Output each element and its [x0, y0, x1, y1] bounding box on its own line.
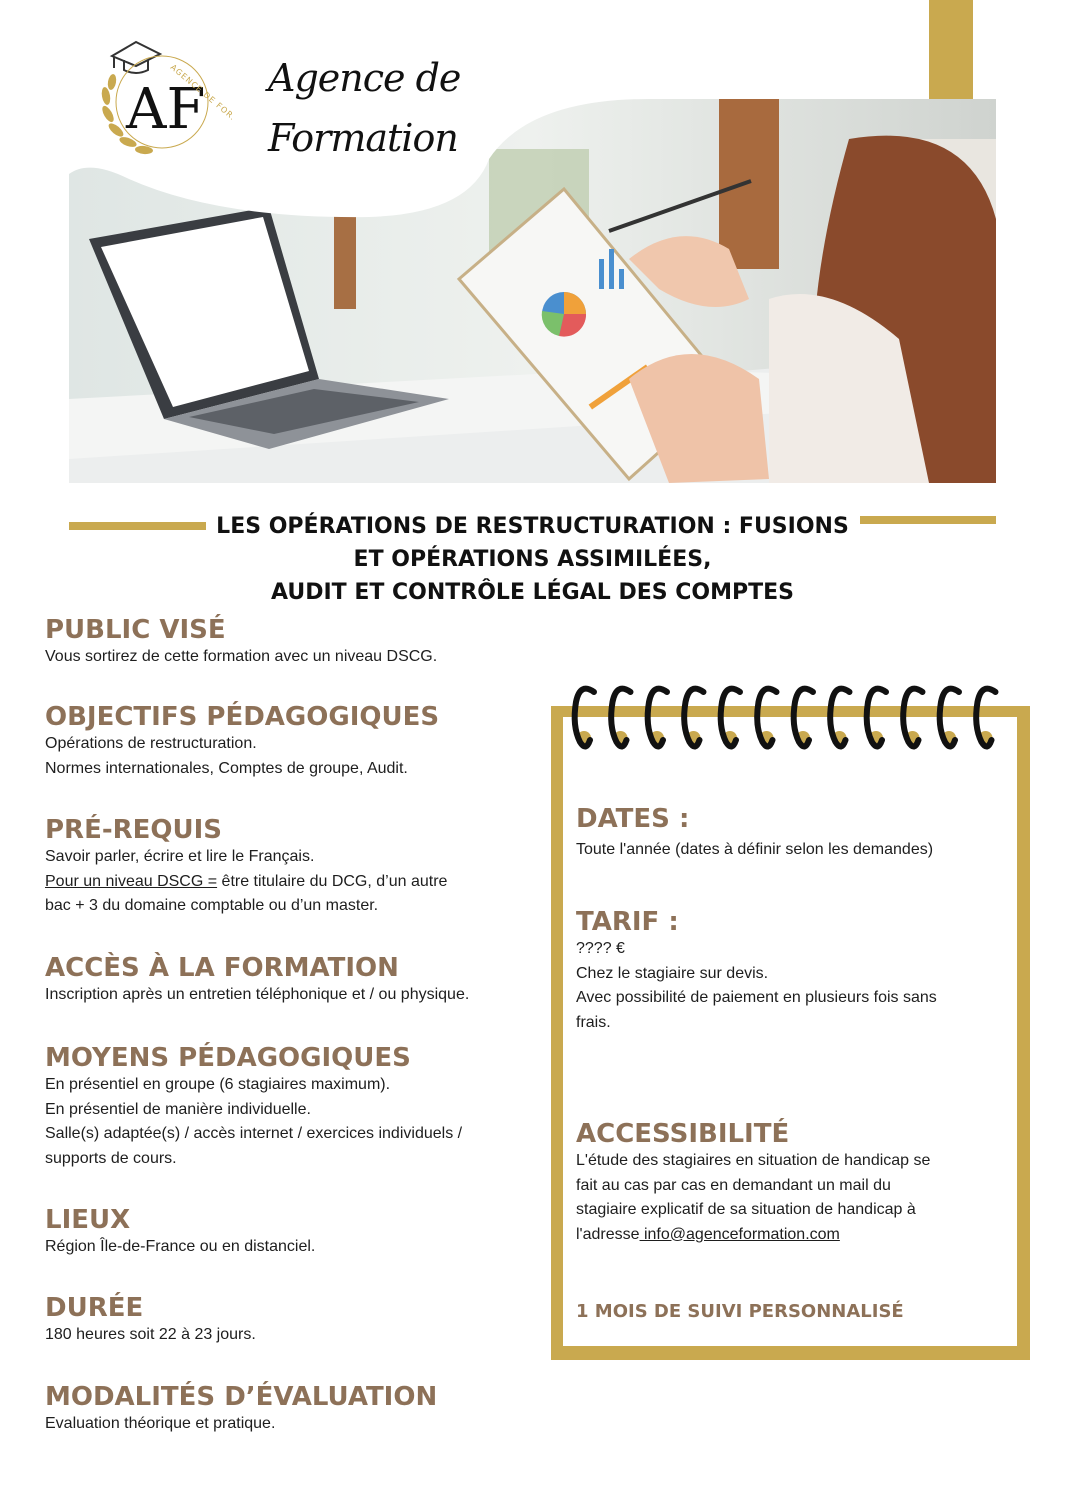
brand-logo: [92, 24, 232, 164]
title-line-1: LES OPÉRATIONS DE RESTRUCTURATION : FUSIONS: [216, 514, 849, 539]
section-heading: PRÉ-REQUIS: [45, 815, 223, 845]
section-objectifs: [45, 702, 439, 781]
svg-text:AF: AF: [126, 77, 206, 142]
notebook-dates: [576, 804, 933, 863]
section-text: 180 heures soit 22 à 23 jours.: [45, 1326, 256, 1343]
title-rule-right: [860, 516, 996, 524]
suivi-label: 1 MOIS DE SUIVI PERSONNALISÉ: [576, 1301, 904, 1322]
brand-name-line1: Agence de: [268, 56, 461, 100]
dates-heading: DATES :: [576, 804, 690, 834]
title-line-3: AUDIT ET CONTRÔLE LÉGAL DES COMPTES: [271, 580, 794, 605]
graduation-laurel-icon: [92, 24, 232, 164]
section-acces: [45, 953, 469, 1008]
section-duree: [45, 1293, 256, 1348]
section-lieux: [45, 1205, 315, 1260]
brand-name-line2: Formation: [268, 116, 458, 160]
title-line-2: ET OPÉRATIONS ASSIMILÉES,: [353, 547, 712, 572]
section-heading: MODALITÉS D’ÉVALUATION: [45, 1382, 438, 1412]
section-prerequis: [45, 815, 447, 919]
accessibilite-heading: ACCESSIBILITÉ: [576, 1119, 790, 1149]
email-link[interactable]: info@agenceformation.com: [639, 1225, 840, 1243]
underlined-text: Pour un niveau DSCG =: [45, 872, 218, 890]
section-heading: PUBLIC VISÉ: [45, 615, 226, 645]
notebook-tarif: [576, 907, 937, 1035]
dates-text: Toute l'année (dates à définir selon les demandes): [576, 841, 934, 858]
section-public: [45, 615, 437, 670]
section-heading: OBJECTIFS PÉDAGOGIQUES: [45, 702, 440, 732]
section-heading: DURÉE: [45, 1293, 144, 1323]
svg-text:AGENCE DE FORMATION: AGENCE DE FORMATION: [168, 62, 232, 145]
section-moyens: [45, 1043, 462, 1171]
tarif-heading: TARIF :: [576, 907, 679, 937]
notebook-accessibilite: [576, 1119, 930, 1247]
section-heading: LIEUX: [45, 1205, 131, 1235]
accessibilite-text: L'étude des stagiaires en situation de handicap se fait au cas par cas en demandant un mail du stagiaire explicatif de sa situation de handicap à l'adresse info@agenceformation.com: [576, 1152, 931, 1243]
section-text: Vous sortirez de cette formation avec un niveau DSCG.: [45, 648, 438, 665]
title-rule-left: [69, 522, 206, 530]
section-text: En présentiel en groupe (6 stagiaires maximum). En présentiel de manière individuelle. Salle(s) adaptée(s) / accès internet / exercices individuels / supports de cours.: [45, 1076, 463, 1167]
tarif-text: ???? € Chez le stagiaire sur devis. Avec possibilité de paiement en plusieurs fois sans frais.: [576, 940, 937, 1031]
spiral-binding-icon: [562, 678, 1012, 756]
section-text: Savoir parler, écrire et lire le Français. Pour un niveau DSCG = être titulaire du DCG, d’un autre bac + 3 du domaine comptable ou d’un master.: [45, 848, 448, 914]
section-text: Inscription après un entretien téléphonique et / ou physique.: [45, 986, 470, 1003]
page-title: [200, 510, 865, 609]
section-modalites: [45, 1382, 437, 1437]
brand-name: [268, 48, 468, 168]
section-text: Région Île-de-France ou en distanciel.: [45, 1238, 316, 1255]
section-text: Evaluation théorique et pratique.: [45, 1415, 276, 1432]
section-heading: MOYENS PÉDAGOGIQUES: [45, 1043, 411, 1073]
section-heading: ACCÈS À LA FORMATION: [45, 953, 399, 983]
section-text: Opérations de restructuration. Normes internationales, Comptes de groupe, Audit.: [45, 735, 408, 777]
